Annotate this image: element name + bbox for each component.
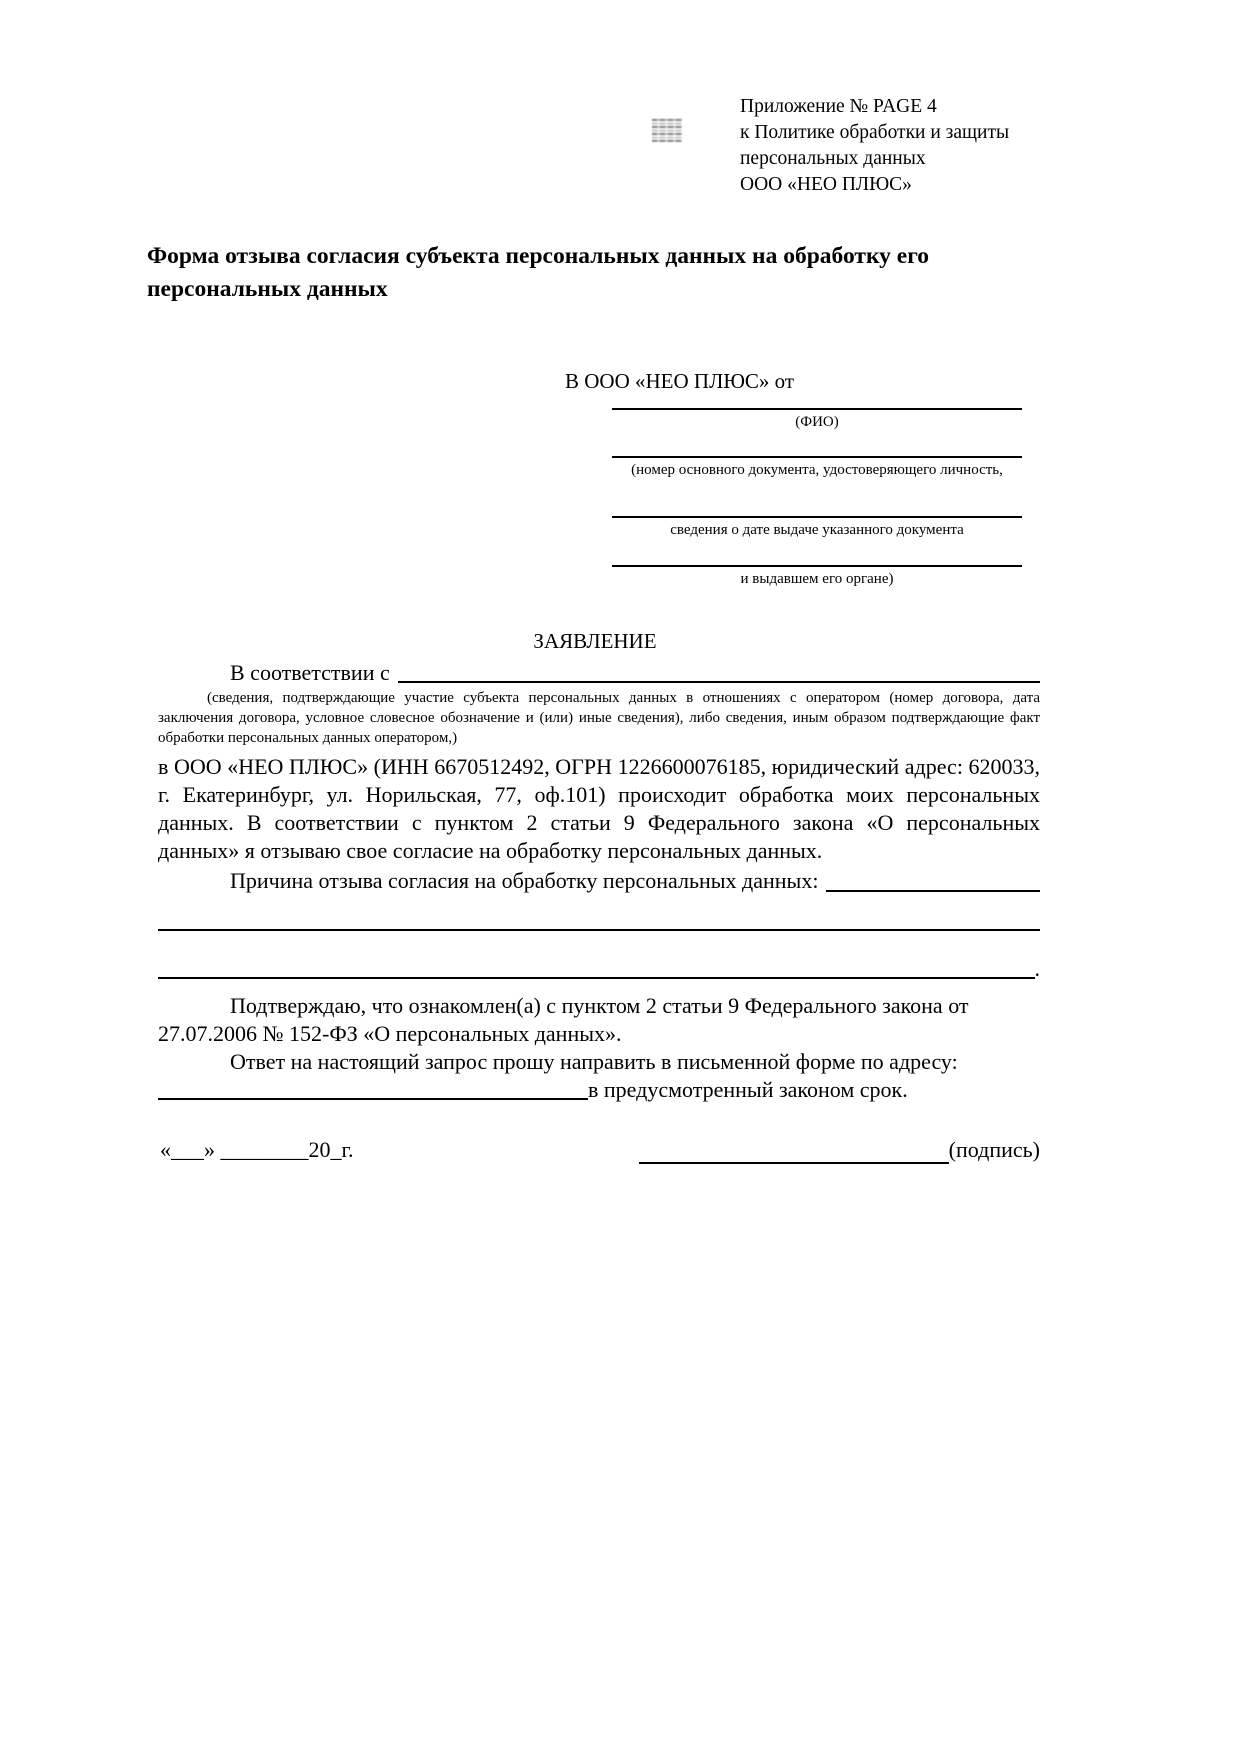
signature-blank-line[interactable]	[639, 1138, 949, 1164]
appendix-header-line: к Политике обработки и защиты	[740, 122, 1010, 143]
appendix-header-line: ООО «НЕО ПЛЮС»	[740, 174, 912, 195]
basis-row	[158, 660, 1040, 686]
recipient-to-line: В ООО «НЕО ПЛЮС» от	[565, 369, 795, 393]
reply-suffix: в предусмотренный законом срок.	[588, 1077, 908, 1102]
issue-date-caption: сведения о дате выдаче указанного документа	[670, 522, 964, 538]
reason-blank-line-3[interactable]	[158, 956, 1035, 979]
appendix-header-line: персональных данных	[740, 148, 926, 169]
reason-line-period: .	[1034, 956, 1040, 981]
basis-prefix: В соответствии с	[230, 660, 390, 685]
issuing-authority-field	[612, 565, 1022, 588]
appendix-header	[740, 94, 1009, 198]
issue-date-field	[612, 516, 1022, 539]
address-row	[158, 1076, 1040, 1104]
appendix-header-line: Приложение № PAGE 4	[740, 96, 937, 117]
statement-heading: ЗАЯВЛЕНИЕ	[533, 629, 657, 653]
statement-body: в ООО «НЕО ПЛЮС» (ИНН 6670512492, ОГРН 1226600076185, юридический адрес: 620033, г. Екатеринбург, ул. Норильская, 77, оф.101) происходит обработка моих персональных данных. В соответствии с пунктом 2 статьи 9 Федерального закона «О персональных данных» я отзываю свое согласие на обработку персональных данных.	[158, 754, 1040, 863]
fio-caption: (ФИО)	[795, 414, 839, 430]
basis-blank-line[interactable]	[398, 660, 1040, 683]
fio-field	[612, 408, 1022, 431]
reason-row	[158, 867, 1040, 895]
doc-number-field	[612, 456, 1022, 479]
page-title: Форма отзыва согласия субъекта персональных данных на обработку его персональных данных	[147, 243, 930, 302]
reason-blank-line-2[interactable]	[158, 895, 1040, 931]
date-blank-line[interactable]: «___» ________20_г.	[160, 1137, 354, 1162]
statement-text	[158, 660, 1040, 1104]
recipient-fields	[612, 408, 1022, 588]
confirmation-paragraph: Подтверждаю, что ознакомлен(а) с пунктом 2 статьи 9 Федерального закона от 27.07.2006 № 152-ФЗ «О персональных данных».	[158, 993, 969, 1046]
broken-image-icon	[652, 118, 682, 142]
reason-prefix: Причина отзыва согласия на обработку персональных данных:	[230, 868, 819, 893]
doc-number-caption: (номер основного документа, удостоверяющего личность,	[631, 462, 1003, 478]
date-signature-row	[160, 1136, 1040, 1164]
reason-blank-row-3	[158, 956, 1040, 982]
reply-paragraph: Ответ на настоящий запрос прошу направить в письменной форме по адресу:	[230, 1049, 958, 1074]
address-blank-line[interactable]	[158, 1076, 588, 1100]
signature-caption: (подпись)	[948, 1137, 1040, 1162]
reason-blank-line[interactable]	[826, 867, 1040, 892]
issuing-authority-caption: и выдавшем его органе)	[740, 571, 894, 587]
fine-print-note: (сведения, подтверждающие участие субъекта персональных данных в отношениях с оператором (номер договора, дата заключения договора, условное словесное обозначение и (или) иные сведения), либо сведения, иным образом подтверждающие факт обработки персональных данных оператором,)	[158, 690, 1040, 746]
